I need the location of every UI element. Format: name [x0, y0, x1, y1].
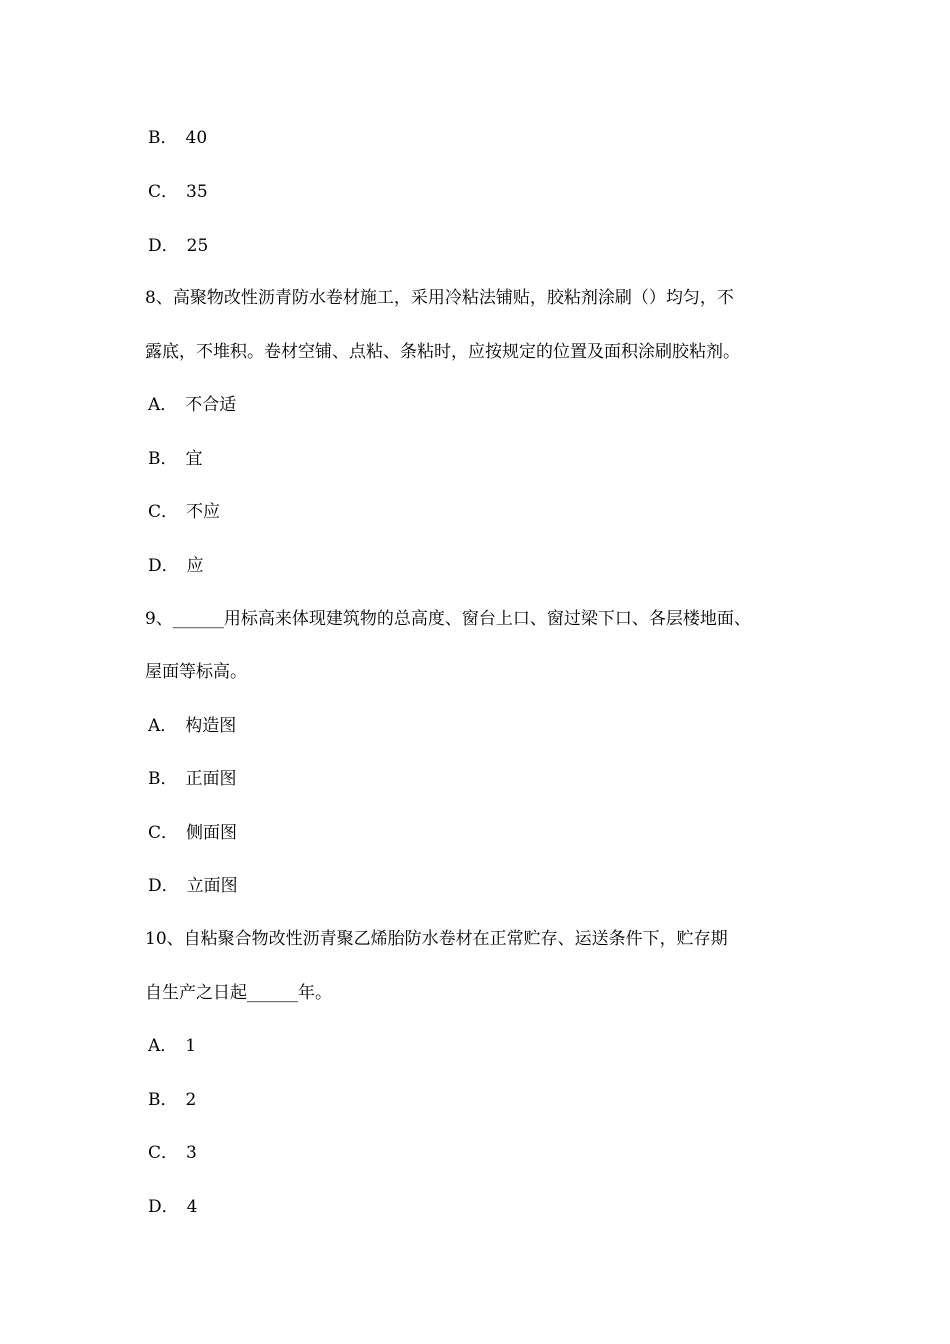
- q8-option-c: [148, 500, 220, 524]
- option-text: 构造图: [185, 716, 237, 736]
- option-letter: B．: [148, 128, 178, 148]
- q8-option-a: [148, 393, 236, 417]
- option-b: [148, 126, 207, 150]
- option-letter: C．: [148, 1143, 179, 1163]
- option-letter: B．: [148, 449, 178, 469]
- q9-option-d: [148, 874, 238, 898]
- option-text: 不应: [186, 502, 221, 522]
- q10-option-a: [148, 1034, 196, 1058]
- option-letter: D．: [148, 236, 179, 256]
- q9-option-b: [148, 767, 237, 791]
- option-text: 35: [186, 182, 208, 202]
- option-letter: B．: [148, 769, 178, 789]
- option-text: 正面图: [185, 769, 237, 789]
- q10-option-c: [148, 1141, 197, 1165]
- option-text: 立面图: [186, 876, 238, 896]
- option-text: 4: [186, 1197, 198, 1217]
- option-letter: D．: [148, 876, 179, 896]
- q8-option-d: [148, 554, 204, 578]
- option-letter: A．: [148, 716, 178, 736]
- option-letter: C．: [148, 502, 179, 522]
- option-letter: C．: [148, 182, 179, 202]
- question-9-line-2: 屋面等标高。: [145, 662, 247, 682]
- q10-option-d: [148, 1195, 197, 1219]
- question-10-line-1: 10、自粘聚合物改性沥青聚乙烯胎防水卷材在正常贮存、运送条件下，贮存期: [145, 929, 728, 949]
- option-text: 1: [185, 1036, 197, 1056]
- option-letter: A．: [148, 395, 178, 415]
- q8-option-b: [148, 447, 203, 471]
- option-letter: D．: [148, 1197, 179, 1217]
- option-text: 40: [185, 128, 208, 148]
- q9-option-a: [148, 714, 236, 738]
- option-text: 应: [186, 556, 204, 576]
- option-d: [148, 234, 208, 258]
- question-8-line-1: 8、高聚物改性沥青防水卷材施工，采用冷粘法铺贴，胶粘剂涂刷（）均匀，不: [145, 288, 734, 308]
- option-text: 3: [186, 1143, 197, 1163]
- option-text: 侧面图: [186, 823, 238, 843]
- question-10-line-2: 自生产之日起______年。: [145, 983, 332, 1003]
- option-letter: D．: [148, 556, 179, 576]
- option-letter: A．: [148, 1036, 178, 1056]
- option-text: 2: [185, 1090, 197, 1110]
- option-text: 25: [186, 236, 209, 256]
- option-text: 不合适: [185, 395, 237, 415]
- option-letter: C．: [148, 823, 179, 843]
- q10-option-b: [148, 1088, 196, 1112]
- q9-option-c: [148, 821, 237, 845]
- question-9-line-1: 9、______用标高来体现建筑物的总高度、窗台上口、窗过梁下口、各层楼地面、: [145, 609, 751, 629]
- question-8-line-2: 露底，不堆积。卷材空铺、点粘、条粘时，应按规定的位置及面积涂刷胶粘剂。: [145, 342, 740, 362]
- option-letter: B．: [148, 1090, 178, 1110]
- option-c: [148, 180, 208, 204]
- option-text: 宜: [185, 449, 203, 469]
